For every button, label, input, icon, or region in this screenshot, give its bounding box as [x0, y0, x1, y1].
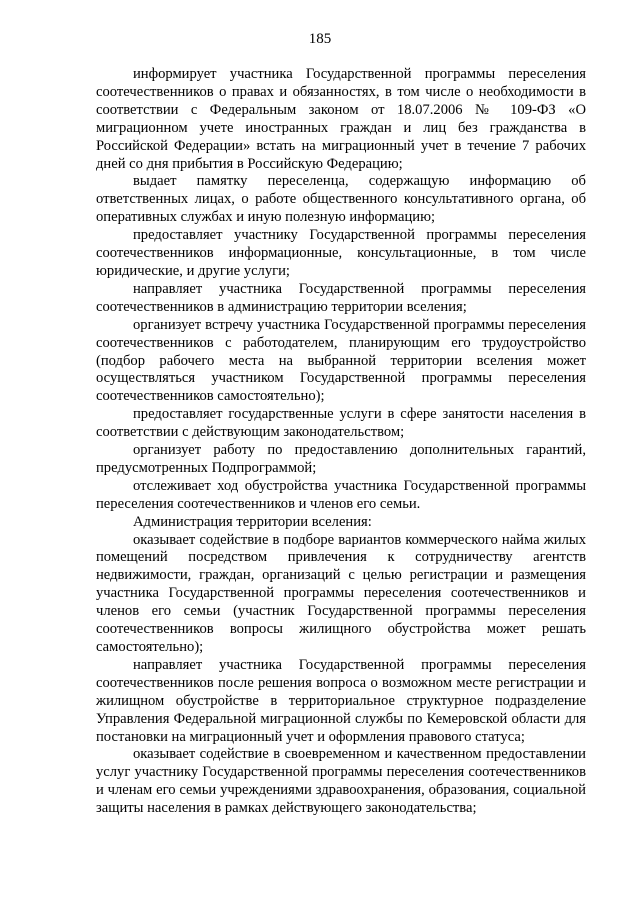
paragraph: организует встречу участника Государственной программы переселения соотечественников с работодателем, планирующим его трудоустройство (подбор рабочего места на выбранной территории вселения может осуществляться участником Государственной программы переселения соотечественников самостоятельно); — [96, 316, 586, 405]
paragraph: организует работу по предоставлению дополнительных гарантий, предусмотренных Подпрограммой; — [96, 442, 586, 476]
paragraph: оказывает содействие в подборе вариантов коммерческого найма жилых помещений посредством привлечения к сотрудничеству агентств недвижимости, граждан, организаций с целью регистрации и размещения участника Государственной программы переселения соотечественников и членов его семьи (участник Государственной программы переселения соотечественников вопросы жилищного обустройства может решать самостоятельно); — [96, 531, 586, 655]
page-number: 185 — [308, 31, 332, 47]
paragraph: информирует участника Государственной программы переселения соотечественников о правах и обязанностях, в том числе о необходимости в соответствии с Федеральным законом от 18.07.2006 № 109-ФЗ «О миграционном учете иностранных граждан и лиц без гражданства в Российской Федерации» встать на миграционный учет в течение 7 рабочих дней со дня прибытия в Российскую Федерацию; — [96, 66, 586, 172]
paragraph: выдает памятку переселенца, содержащую информацию об ответственных лицах, о работе общественного консультативного органа, об оперативных службах и иную полезную информацию; — [96, 173, 586, 226]
section-heading: Администрация территории вселения: — [133, 513, 372, 530]
paragraph: предоставляет участнику Государственной программы переселения соотечественников информационные, консультационные, в том числе юридические, и другие услуги; — [96, 227, 586, 279]
paragraph: отслеживает ход обустройства участника Государственной программы переселения соотечественников и членов его семьи. — [96, 477, 586, 512]
document-body — [96, 66, 586, 818]
paragraph: направляет участника Государственной программы переселения соотечественников в администрацию территории вселения; — [96, 280, 586, 315]
paragraph: предоставляет государственные услуги в сфере занятости населения в соответствии с действующим законодательством; — [96, 406, 586, 441]
paragraph: оказывает содействие в своевременном и качественном предоставлении услуг участнику Государственной программы переселения соотечественников и членам его семьи учреждениями здравоохранения, образования, социальной защиты населения в рамках действующего законодательства; — [96, 746, 586, 817]
paragraph: направляет участника Государственной программы переселения соотечественников после решения вопроса о возможном месте регистрации и жилищном обустройстве в территориальное структурное подразделение Управления Федеральной миграционной службы по Кемеровской области для постановки на миграционный учет и оформления правового статуса; — [96, 656, 586, 745]
